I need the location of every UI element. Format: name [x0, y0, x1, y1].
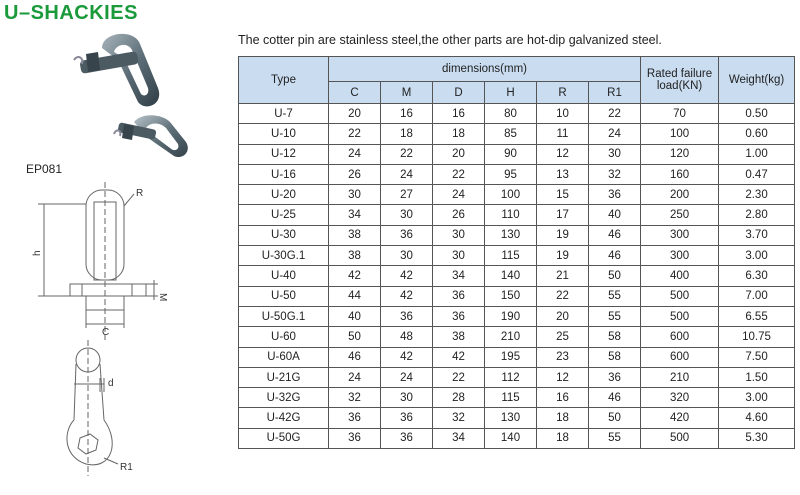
value-cell: 19: [537, 225, 589, 245]
type-cell: U-50G.1: [239, 306, 329, 326]
value-cell: 420: [641, 408, 719, 428]
value-cell: 95: [485, 164, 537, 184]
value-cell: 6.30: [719, 266, 795, 286]
table-row: [239, 144, 795, 164]
table-row: [239, 124, 795, 144]
value-cell: 110: [485, 205, 537, 225]
value-cell: 112: [485, 367, 537, 387]
type-cell: U-7: [239, 104, 329, 124]
value-cell: 130: [485, 225, 537, 245]
value-cell: 300: [641, 225, 719, 245]
value-cell: 26: [433, 205, 485, 225]
value-cell: 500: [641, 306, 719, 326]
value-cell: 32: [329, 388, 381, 408]
table-row: [239, 164, 795, 184]
value-cell: 21: [537, 266, 589, 286]
value-cell: 58: [589, 327, 641, 347]
label-h: h: [32, 250, 43, 256]
value-cell: 55: [589, 306, 641, 326]
value-cell: 90: [485, 144, 537, 164]
value-cell: 7.50: [719, 347, 795, 367]
dim-col-header: R1: [589, 82, 641, 104]
value-cell: 26: [329, 164, 381, 184]
value-cell: 7.00: [719, 286, 795, 306]
type-cell: U-20: [239, 185, 329, 205]
value-cell: 36: [433, 306, 485, 326]
value-cell: 100: [641, 124, 719, 144]
value-cell: 20: [433, 144, 485, 164]
type-cell: U-32G: [239, 388, 329, 408]
value-cell: 6.55: [719, 306, 795, 326]
value-cell: 22: [433, 367, 485, 387]
rated-header-line1: Rated failure: [646, 68, 713, 80]
value-cell: 20: [537, 306, 589, 326]
value-cell: 100: [485, 185, 537, 205]
dim-col-header: H: [485, 82, 537, 104]
value-cell: 16: [433, 104, 485, 124]
value-cell: 30: [381, 205, 433, 225]
value-cell: 24: [329, 144, 381, 164]
value-cell: 160: [641, 164, 719, 184]
table-row: [239, 428, 795, 448]
value-cell: 4.60: [719, 408, 795, 428]
value-cell: 0.47: [719, 164, 795, 184]
table-row: [239, 408, 795, 428]
model-code: EP081: [26, 162, 63, 176]
type-cell: U-25: [239, 205, 329, 225]
type-cell: U-42G: [239, 408, 329, 428]
value-cell: 24: [381, 367, 433, 387]
value-cell: 42: [433, 347, 485, 367]
value-cell: 46: [589, 246, 641, 266]
table-row: [239, 185, 795, 205]
value-cell: 210: [485, 327, 537, 347]
value-cell: 13: [537, 164, 589, 184]
table-row: [239, 367, 795, 387]
value-cell: 24: [329, 367, 381, 387]
spec-table-body: [239, 104, 795, 449]
col-type-header: Type: [239, 57, 329, 104]
type-cell: U-21G: [239, 367, 329, 387]
value-cell: 15: [537, 185, 589, 205]
value-cell: 22: [537, 286, 589, 306]
value-cell: 22: [329, 124, 381, 144]
value-cell: 23: [537, 347, 589, 367]
value-cell: 36: [589, 185, 641, 205]
value-cell: 120: [641, 144, 719, 164]
dim-col-header: R: [537, 82, 589, 104]
value-cell: 32: [433, 408, 485, 428]
value-cell: 24: [381, 164, 433, 184]
label-d: d: [108, 378, 114, 389]
rated-header-line2: load(KN): [656, 80, 703, 92]
value-cell: 48: [381, 327, 433, 347]
value-cell: 210: [641, 367, 719, 387]
type-cell: U-40: [239, 266, 329, 286]
value-cell: 1.50: [719, 367, 795, 387]
shackle-photo-large: [72, 30, 182, 112]
value-cell: 42: [381, 347, 433, 367]
value-cell: 24: [433, 185, 485, 205]
value-cell: 115: [485, 246, 537, 266]
value-cell: 1.00: [719, 144, 795, 164]
value-cell: 38: [329, 246, 381, 266]
value-cell: 200: [641, 185, 719, 205]
value-cell: 70: [641, 104, 719, 124]
value-cell: 34: [329, 205, 381, 225]
label-c: C: [102, 327, 110, 338]
value-cell: 18: [381, 124, 433, 144]
type-cell: U-50: [239, 286, 329, 306]
value-cell: 42: [381, 266, 433, 286]
value-cell: 38: [329, 225, 381, 245]
table-row: [239, 306, 795, 326]
shackle-photo-small: [112, 112, 192, 164]
value-cell: 30: [329, 185, 381, 205]
value-cell: 11: [537, 124, 589, 144]
value-cell: 34: [433, 428, 485, 448]
value-cell: 55: [589, 428, 641, 448]
value-cell: 3.70: [719, 225, 795, 245]
value-cell: 27: [381, 185, 433, 205]
value-cell: 30: [433, 225, 485, 245]
value-cell: 115: [485, 388, 537, 408]
type-cell: U-60A: [239, 347, 329, 367]
table-row: [239, 327, 795, 347]
value-cell: 140: [485, 428, 537, 448]
value-cell: 16: [381, 104, 433, 124]
table-row: [239, 347, 795, 367]
type-cell: U-16: [239, 164, 329, 184]
table-row: [239, 205, 795, 225]
value-cell: 42: [329, 266, 381, 286]
value-cell: 46: [589, 388, 641, 408]
value-cell: 24: [589, 124, 641, 144]
dimensions-header: dimensions(mm): [329, 57, 641, 82]
value-cell: 600: [641, 327, 719, 347]
value-cell: 50: [329, 327, 381, 347]
value-cell: 42: [381, 286, 433, 306]
page-title: U–SHACKIES: [4, 2, 138, 24]
table-row: [239, 388, 795, 408]
value-cell: 36: [381, 408, 433, 428]
value-cell: 16: [537, 388, 589, 408]
value-cell: 46: [589, 225, 641, 245]
value-cell: 40: [589, 205, 641, 225]
value-cell: 36: [381, 225, 433, 245]
value-cell: 50: [589, 408, 641, 428]
value-cell: 18: [433, 124, 485, 144]
value-cell: 320: [641, 388, 719, 408]
value-cell: 36: [381, 428, 433, 448]
value-cell: 500: [641, 286, 719, 306]
value-cell: 28: [433, 388, 485, 408]
table-row: [239, 246, 795, 266]
label-r1: R1: [120, 462, 133, 473]
label-m: M: [157, 293, 168, 302]
value-cell: 18: [537, 408, 589, 428]
value-cell: 12: [537, 144, 589, 164]
value-cell: 10: [537, 104, 589, 124]
value-cell: 85: [485, 124, 537, 144]
value-cell: 140: [485, 266, 537, 286]
value-cell: 36: [589, 367, 641, 387]
value-cell: 50: [589, 266, 641, 286]
value-cell: 18: [537, 428, 589, 448]
value-cell: 130: [485, 408, 537, 428]
value-cell: 44: [329, 286, 381, 306]
value-cell: 0.50: [719, 104, 795, 124]
value-cell: 36: [329, 428, 381, 448]
table-row: [239, 225, 795, 245]
value-cell: 36: [433, 286, 485, 306]
value-cell: 30: [381, 246, 433, 266]
value-cell: 195: [485, 347, 537, 367]
rated-load-header: [641, 57, 719, 104]
value-cell: 55: [589, 286, 641, 306]
value-cell: 46: [329, 347, 381, 367]
type-cell: U-60: [239, 327, 329, 347]
type-cell: U-10: [239, 124, 329, 144]
value-cell: 58: [589, 347, 641, 367]
value-cell: 34: [433, 266, 485, 286]
table-row: [239, 286, 795, 306]
shackle-technical-drawing: [24, 180, 184, 480]
table-row: [239, 266, 795, 286]
value-cell: 190: [485, 306, 537, 326]
label-r: R: [136, 188, 144, 199]
value-cell: 2.80: [719, 205, 795, 225]
value-cell: 30: [589, 144, 641, 164]
value-cell: 150: [485, 286, 537, 306]
value-cell: 22: [433, 164, 485, 184]
value-cell: 300: [641, 246, 719, 266]
value-cell: 80: [485, 104, 537, 124]
value-cell: 32: [589, 164, 641, 184]
value-cell: 36: [329, 408, 381, 428]
type-cell: U-50G: [239, 428, 329, 448]
value-cell: 10.75: [719, 327, 795, 347]
table-row: [239, 104, 795, 124]
type-cell: U-30: [239, 225, 329, 245]
value-cell: 600: [641, 347, 719, 367]
dim-col-header: D: [433, 82, 485, 104]
type-cell: U-12: [239, 144, 329, 164]
value-cell: 19: [537, 246, 589, 266]
value-cell: 250: [641, 205, 719, 225]
value-cell: 17: [537, 205, 589, 225]
value-cell: 3.00: [719, 246, 795, 266]
value-cell: 12: [537, 367, 589, 387]
value-cell: 22: [381, 144, 433, 164]
value-cell: 22: [589, 104, 641, 124]
dim-col-header: C: [329, 82, 381, 104]
value-cell: 36: [381, 306, 433, 326]
value-cell: 25: [537, 327, 589, 347]
type-cell: U-30G.1: [239, 246, 329, 266]
value-cell: 20: [329, 104, 381, 124]
value-cell: 400: [641, 266, 719, 286]
value-cell: 500: [641, 428, 719, 448]
value-cell: 2.30: [719, 185, 795, 205]
weight-header: Weight(kg): [719, 57, 795, 104]
spec-table: [238, 56, 795, 449]
value-cell: 38: [433, 327, 485, 347]
dim-col-header: M: [381, 82, 433, 104]
value-cell: 3.00: [719, 388, 795, 408]
value-cell: 0.60: [719, 124, 795, 144]
material-note: The cotter pin are stainless steel,the other parts are hot-dip galvanized steel.: [238, 33, 662, 47]
value-cell: 30: [433, 246, 485, 266]
value-cell: 40: [329, 306, 381, 326]
value-cell: 30: [381, 388, 433, 408]
value-cell: 5.30: [719, 428, 795, 448]
